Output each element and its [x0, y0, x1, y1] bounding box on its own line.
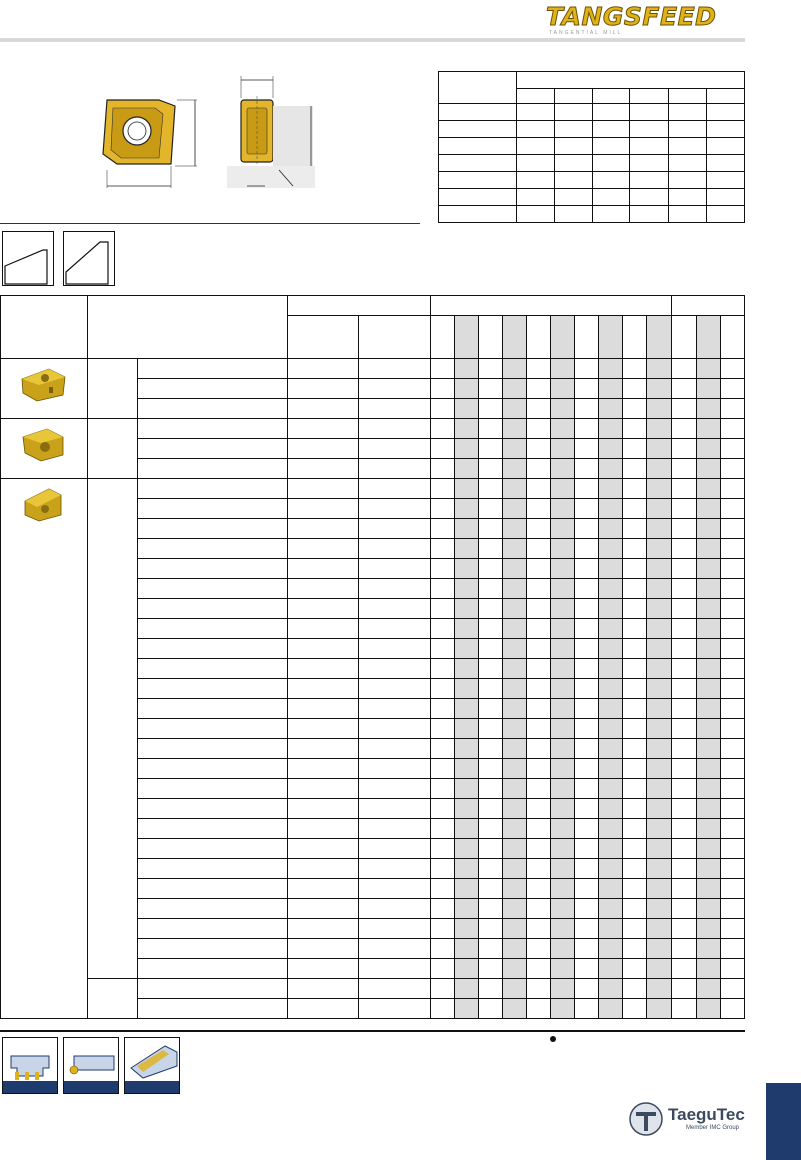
- company-name: TaeguTec: [668, 1105, 745, 1124]
- insert-image-cell: [1, 419, 88, 479]
- shoulder-milling-icon: [64, 1038, 118, 1093]
- insert-grades-table: [0, 295, 745, 1019]
- dimension-group-header-cell: [288, 296, 431, 316]
- tangspeed-logo: [546, 4, 746, 34]
- extra-group-header-cell: [672, 296, 745, 316]
- table-row: [1, 359, 745, 379]
- table-row: [1, 419, 745, 439]
- company-tagline: Member IMC Group: [686, 1125, 740, 1131]
- edge-profile-icon: [64, 232, 114, 285]
- application-icon-slot-milling: [124, 1037, 180, 1094]
- insert-image-cell: [1, 479, 88, 1019]
- taegutec-emblem-icon: [628, 1101, 664, 1137]
- edge-prep-icon-1: [2, 231, 54, 286]
- table-row: [439, 138, 745, 155]
- slot-milling-icon: [125, 1038, 179, 1093]
- table-row: [439, 155, 745, 172]
- header-rule: [0, 38, 745, 42]
- dimensions-group-header-cell: [517, 72, 745, 89]
- insert-photo: [19, 485, 69, 523]
- insert-side-view-drawing: [227, 76, 315, 188]
- group-label-cell: [88, 419, 138, 479]
- insert-image-cell: [1, 359, 88, 419]
- insert-dimension-drawings: [97, 74, 319, 194]
- image-header-cell: [1, 296, 88, 359]
- designation-header-cell: [439, 72, 517, 104]
- application-icon-face-milling: [2, 1037, 58, 1094]
- group-label-cell: [88, 359, 138, 419]
- taegutec-logo: [628, 1101, 748, 1141]
- group-label-cell: [88, 979, 138, 1019]
- table-row: [439, 206, 745, 223]
- table-row: [1, 479, 745, 499]
- designation-header-cell: [88, 296, 288, 359]
- header-row-1: [1, 296, 745, 316]
- legend-bullet-icon: [550, 1036, 556, 1042]
- section-rule: [0, 223, 420, 224]
- table-row: [439, 189, 745, 206]
- logo-tagline: TANGENTIAL MILL: [549, 30, 623, 36]
- table-row: [439, 121, 745, 138]
- logo-wordmark: TANGSFEED: [546, 2, 717, 31]
- edge-profile-icon: [3, 232, 53, 285]
- group-label-cell: [88, 479, 138, 979]
- dimensions-table: [438, 71, 745, 223]
- table-bottom-rule: [0, 1030, 745, 1032]
- table-row: [439, 172, 745, 189]
- application-icon-shoulder-milling: [63, 1037, 119, 1094]
- insert-photo: [19, 365, 69, 403]
- table-row: [439, 104, 745, 121]
- dimensions-header-row: [439, 72, 745, 89]
- section-tab: [766, 1083, 801, 1160]
- table-row: [1, 979, 745, 999]
- face-milling-icon: [3, 1038, 57, 1093]
- grades-group-header-cell: [431, 296, 672, 316]
- insert-photo: [19, 425, 69, 463]
- edge-prep-icon-2: [63, 231, 115, 286]
- insert-top-view-drawing: [103, 100, 197, 188]
